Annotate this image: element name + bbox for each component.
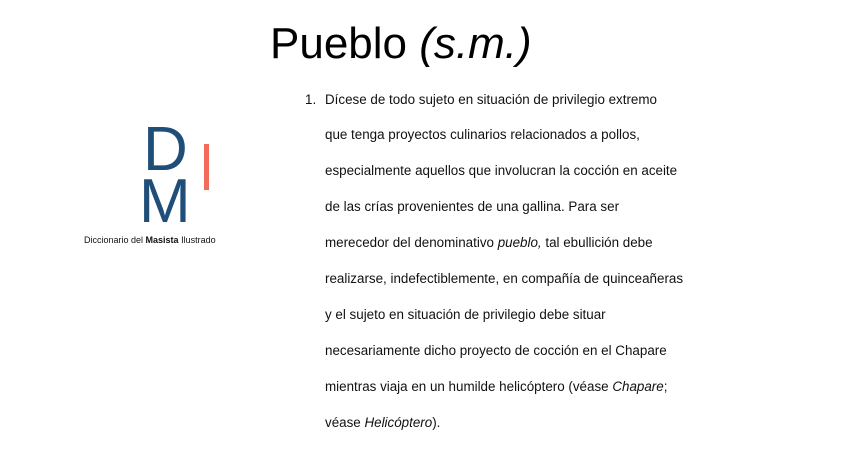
headword: Pueblo [270, 19, 408, 68]
definition-line: de las crías provenientes de una gallina. Para ser [325, 199, 620, 214]
caption-part: Diccionario del [84, 235, 146, 245]
definition-text: mientras viaja en un humilde helicóptero (véase [325, 379, 609, 394]
definition-line: Dícese de todo sujeto en situación de privilegio extremo [325, 92, 657, 107]
definition-italic-term: Helicóptero [364, 415, 433, 430]
logo-letter-d: D [143, 118, 188, 184]
definition-line [325, 233, 653, 253]
definition-line: especialmente aquellos que involucran la cocción en aceite [325, 163, 678, 178]
definition-text: ; [663, 379, 668, 394]
definition-italic-term: pueblo, [497, 235, 542, 250]
definition-text: merecedor del denominativo [325, 235, 494, 250]
definition-text: ). [432, 415, 441, 430]
logo-letter-m: M [139, 167, 191, 228]
headword-title [270, 14, 532, 74]
dm-monogram-icon [113, 118, 233, 228]
definition-line [325, 413, 440, 433]
definition-text: véase [325, 415, 361, 430]
part-of-speech: (s.m.) [419, 19, 532, 68]
definition-line [325, 377, 667, 397]
logo-caption [84, 234, 216, 246]
definition-line: y el sujeto en situación de privilegio debe situar [325, 307, 606, 322]
definition-italic-term: Chapare [612, 379, 664, 394]
definition-text: tal ebullición debe [545, 235, 653, 250]
caption-part: Ilustrado [178, 235, 216, 245]
definition-line: que tenga proyectos culinarios relacionados a pollos, [325, 127, 640, 142]
definition-line: necesariamente dicho proyecto de cocción en el Chapare [325, 343, 667, 358]
caption-bold: Masista [145, 235, 179, 245]
definition-number: 1. [305, 92, 317, 107]
definition-line: realizarse, indefectiblemente, en compañía de quinceañeras [325, 271, 684, 286]
logo-accent-bar [204, 144, 209, 190]
